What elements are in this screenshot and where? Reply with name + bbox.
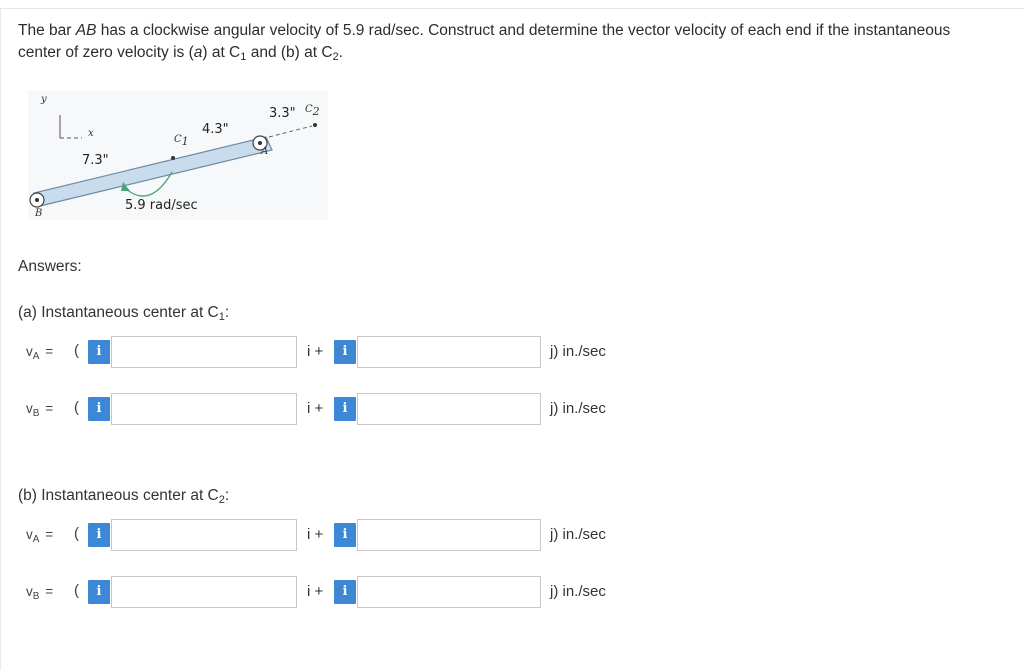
vb-x-input[interactable]: [111, 393, 297, 425]
open-paren: (: [74, 582, 79, 599]
answer-row-b-vb: [0, 575, 1024, 609]
va-y-input[interactable]: [357, 336, 541, 368]
top-divider: [0, 8, 1024, 9]
part-a-title: (a) Instantaneous center at $C_1$:: [18, 304, 230, 323]
va-label: $v_A$ =: [26, 344, 54, 362]
part-b-title: (b) Instantaneous center at $C_2$:: [18, 487, 230, 506]
unit-label: j) in./sec: [550, 583, 606, 600]
answers-heading: Answers:: [18, 258, 82, 275]
question-text: The bar AB has a clockwise angular velocity of 5.9 rad/sec. Construct and determine the vector velocity of each end if the instantaneous center of zero velocity is (a) at $C_1$ and (b) at $C_2$.: [18, 22, 951, 63]
info-button[interactable]: i: [334, 397, 356, 421]
vb-y-input[interactable]: [357, 393, 541, 425]
a-label: A: [261, 146, 269, 157]
answer-row-a-vb: [0, 392, 1024, 426]
pin-b-center: [35, 198, 39, 202]
vb-label: $v_B$ =: [26, 584, 54, 602]
info-button[interactable]: i: [334, 580, 356, 604]
va-y-input[interactable]: [357, 519, 541, 551]
info-button[interactable]: i: [88, 580, 110, 604]
unit-label: j) in./sec: [550, 343, 606, 360]
c1-point: [171, 156, 175, 160]
x-axis-label: x: [88, 128, 94, 139]
vb-y-input[interactable]: [357, 576, 541, 608]
y-axis-label: y: [41, 94, 47, 105]
info-button[interactable]: i: [334, 340, 356, 364]
answer-row-b-va: [0, 518, 1024, 552]
bar-figure: [20, 90, 338, 225]
va-x-input[interactable]: [111, 336, 297, 368]
va-x-input[interactable]: [111, 519, 297, 551]
c2-point: [313, 123, 317, 127]
vb-x-input[interactable]: [111, 576, 297, 608]
i-plus-label: i +: [307, 343, 324, 360]
i-plus-label: i +: [307, 583, 324, 600]
open-paren: (: [74, 525, 79, 542]
b-label: B: [35, 208, 43, 219]
dim-73-label: 7.3": [82, 153, 109, 168]
info-button[interactable]: i: [334, 523, 356, 547]
unit-label: j) in./sec: [550, 526, 606, 543]
open-paren: (: [74, 342, 79, 359]
va-label: $v_A$ =: [26, 527, 54, 545]
answer-row-a-va: [0, 335, 1024, 369]
pin-a-center: [258, 141, 262, 145]
dim-43-label: 4.3": [202, 122, 229, 137]
i-plus-label: i +: [307, 526, 324, 543]
info-button[interactable]: i: [88, 340, 110, 364]
omega-label: 5.9 rad/sec: [125, 198, 198, 213]
open-paren: (: [74, 399, 79, 416]
dim-33-label: 3.3": [269, 106, 296, 121]
c2-label: $C_2$: [305, 104, 320, 118]
vb-label: $v_B$ =: [26, 401, 54, 419]
info-button[interactable]: i: [88, 397, 110, 421]
i-plus-label: i +: [307, 400, 324, 417]
unit-label: j) in./sec: [550, 400, 606, 417]
info-button[interactable]: i: [88, 523, 110, 547]
c1-label: $C_1$: [174, 134, 189, 148]
